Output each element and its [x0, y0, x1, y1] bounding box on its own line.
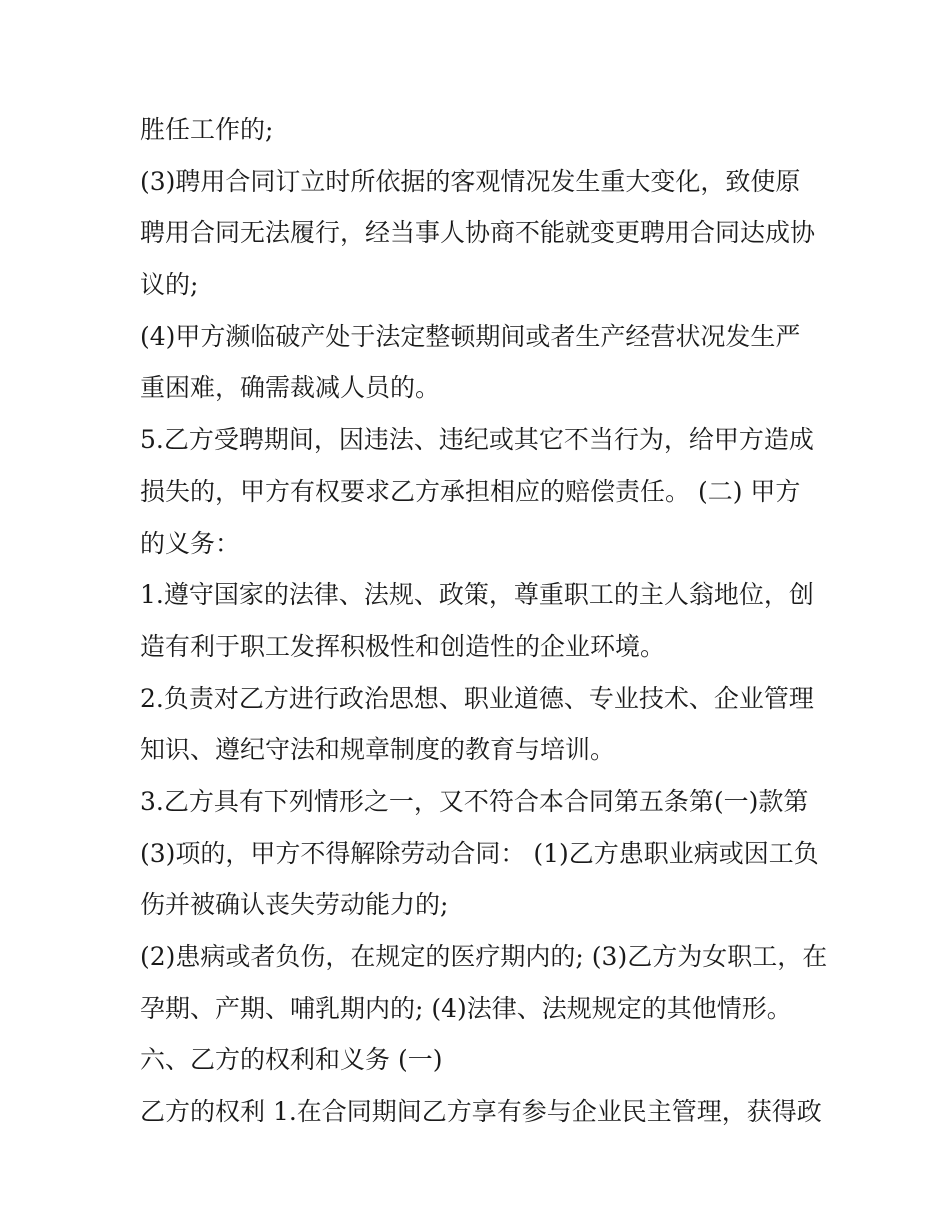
text-line: 聘用合同无法履行，经当事人协商不能就变更聘用合同达成协	[140, 218, 816, 248]
text-line: 1.遵守国家的法律、法规、政策，尊重职工的主人翁地位，创	[140, 580, 814, 610]
text-line: (2)患病或者负伤，在规定的医疗期内的; (3)乙方为女职工，在	[140, 942, 828, 971]
text-line: (4)甲方濒临破产处于法定整顿期间或者生产经营状况发生严	[140, 321, 801, 351]
text-line: (3)聘用合同订立时所依据的客观情况发生重大变化，致使原	[140, 166, 801, 196]
text-line: 3.乙方具有下列情形之一，又不符合本合同第五条第(一)款第	[140, 786, 809, 816]
text-line: 孕期、产期、哺乳期内的; (4)法律、法规规定的其他情形。	[140, 993, 792, 1023]
text-line: 2.负责对乙方进行政治思想、职业道德、专业技术、企业管理	[140, 683, 814, 713]
text-line: 知识、遵纪守法和规章制度的教育与培训。	[140, 735, 616, 765]
text-line: 造有利于职工发挥积极性和创造性的企业环境。	[140, 631, 666, 661]
text-line: 伤并被确认丧失劳动能力的;	[140, 890, 449, 920]
text-line: (3)项的，甲方不得解除劳动合同： (1)乙方患职业病或因工负	[140, 838, 819, 868]
contract-text-body	[140, 104, 830, 1138]
text-line: 损失的，甲方有权要求乙方承担相应的赔偿责任。 (二) 甲方	[140, 476, 801, 506]
text-line: 议的;	[140, 270, 199, 300]
text-line: 乙方的权利 1.在合同期间乙方享有参与企业民主管理，获得政	[140, 1097, 822, 1127]
section-heading: 六、乙方的权利和义务 (一)	[140, 1045, 443, 1075]
text-line: 胜任工作的;	[140, 115, 274, 144]
text-line: 重困难，确需裁减人员的。	[140, 373, 441, 403]
text-line: 的义务：	[140, 528, 241, 558]
text-line: 5.乙方受聘期间，因违法、违纪或其它不当行为，给甲方造成	[140, 425, 814, 455]
